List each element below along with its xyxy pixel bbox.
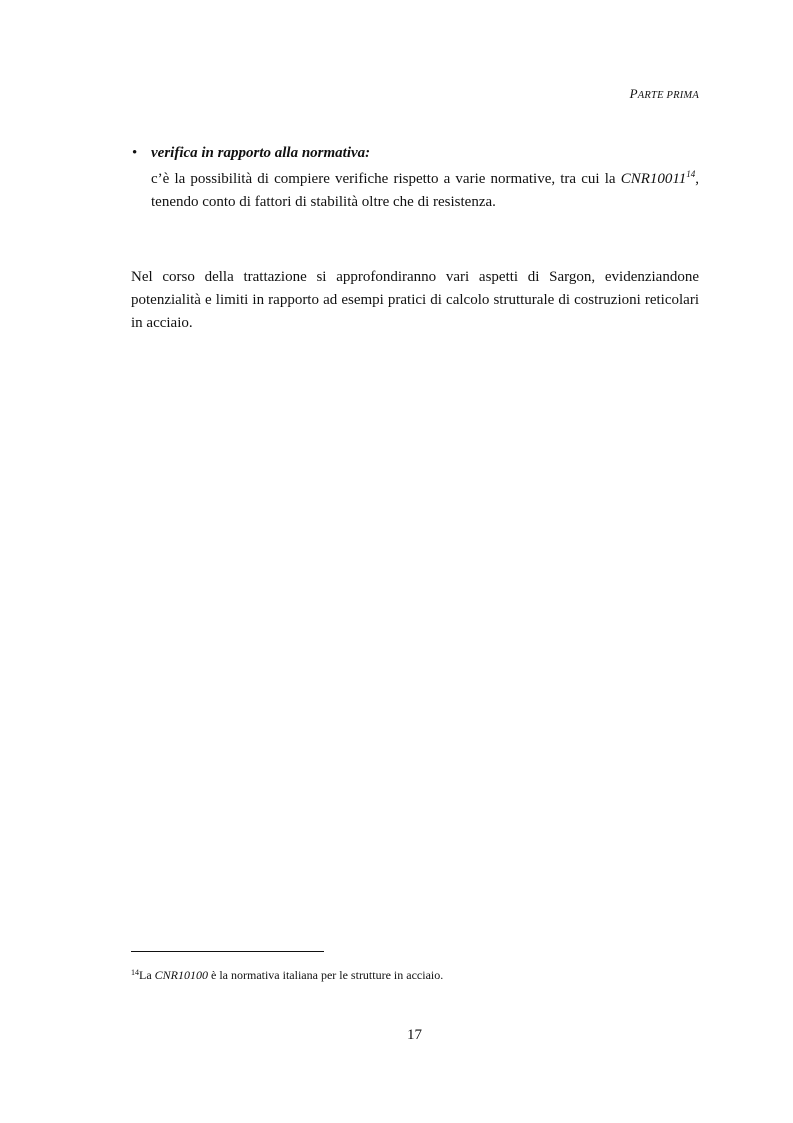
bullet-body-code: CNR10011	[620, 171, 687, 187]
running-header-rest: ARTE PRIMA	[637, 90, 699, 101]
bullet-marker: •	[132, 145, 138, 161]
bullet-heading-line	[131, 142, 699, 165]
bullet-body	[131, 168, 699, 214]
footnote-text-after: è la normativa italiana per le strutture in acciaio.	[208, 968, 444, 982]
footnote-number: 14	[131, 968, 139, 977]
footnote	[131, 967, 443, 983]
page-number: 17	[407, 1027, 422, 1043]
footnote-code: CNR10100	[154, 968, 208, 982]
footnote-text-before: La	[139, 968, 155, 982]
bullet-heading: verifica in rapporto alla normativa:	[151, 145, 371, 161]
bullet-body-after: , tenendo conto di fattori di stabilità oltre che di resistenza.	[151, 171, 699, 210]
footnote-reference: 14	[686, 169, 696, 179]
bullet-item	[131, 142, 699, 214]
running-header	[630, 86, 699, 102]
body-paragraph: Nel corso della trattazione si approfondiranno vari aspetti di Sargon, evidenziandone potenzialità e limiti in rapporto ad esempi pratici di calcolo strutturale di costruzioni reticolari in acciaio.	[131, 269, 699, 331]
bullet-body-before: c’è la possibilità di compiere verifiche rispetto a varie normative, tra cui la	[151, 171, 621, 187]
running-header-initial: P	[629, 86, 638, 101]
footnote-divider	[131, 951, 324, 952]
